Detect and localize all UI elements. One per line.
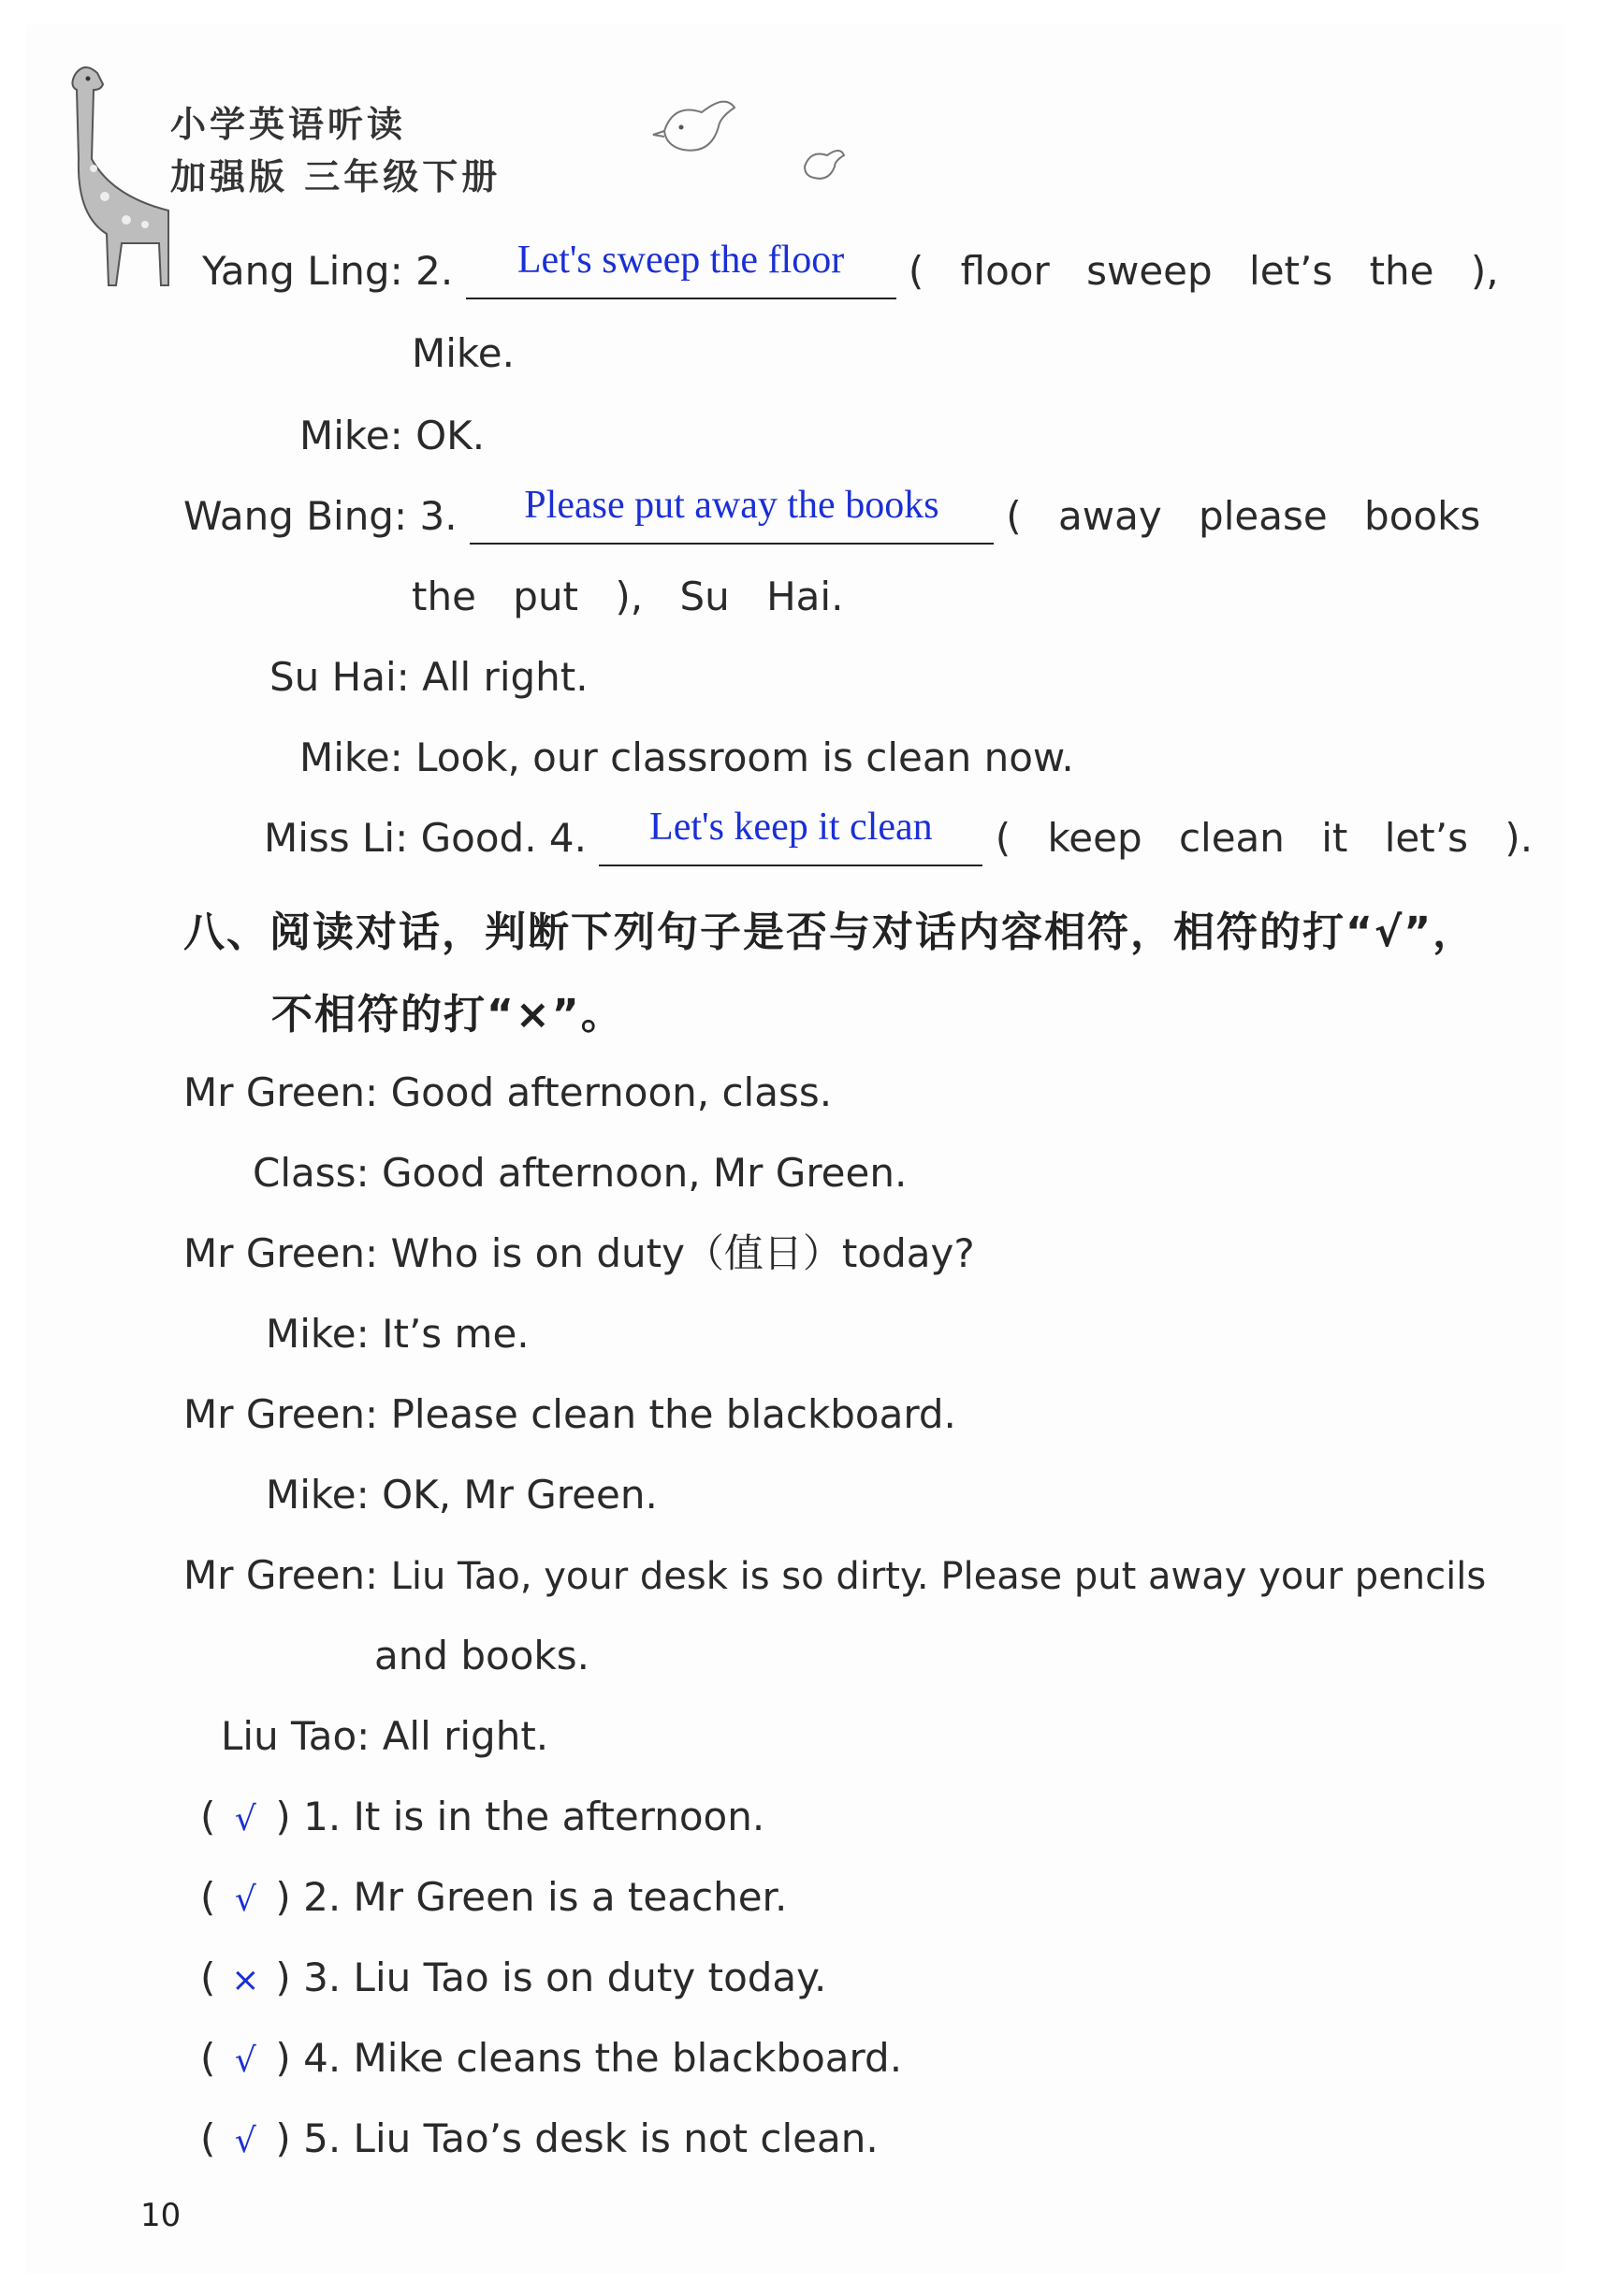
paren-open: ( (200, 1874, 216, 1920)
dialogue-text: Good afternoon, class. (390, 1069, 833, 1115)
dialogue-line (269, 651, 589, 704)
speaker-label: Mr Green: (183, 1069, 379, 1115)
dialogue-text: Good afternoon, Mr Green. (382, 1150, 908, 1196)
judgement-text: ) 3. Liu Tao is on duty today. (275, 1955, 827, 2000)
dialogue-text: Look, our classroom is clean now. (415, 734, 1074, 780)
bird-icon (646, 84, 749, 168)
answer-blank[interactable] (470, 484, 994, 545)
word-bank: ( away please books (1006, 493, 1481, 539)
judgement-text: ) 5. Liu Tao’s desk is not clean. (275, 2115, 879, 2161)
dialogue-text: Please clean the blackboard. (390, 1391, 956, 1437)
dialogue-text: All right. (422, 654, 589, 700)
dialogue-line (183, 1228, 975, 1280)
dialogue-text: and books. (374, 1633, 589, 1678)
dialogue-line (266, 1469, 658, 1521)
dialogue-line (202, 239, 1499, 299)
dialogue-text: Good. 4. (420, 815, 587, 861)
book-series-title: 小学英语听读 (170, 104, 407, 145)
speaker-label: Mike: (266, 1311, 370, 1357)
judgement-item (200, 1952, 826, 2007)
dialogue-text: Who is on duty（值日）today? (390, 1230, 975, 1276)
question-number: 3. (419, 493, 458, 539)
paren-open: ( (200, 1794, 216, 1839)
speaker-label: Mr Green: (183, 1230, 379, 1276)
dialogue-text: It’s me. (382, 1311, 530, 1357)
judgement-item (200, 2032, 902, 2087)
judgement-item (200, 2113, 879, 2168)
dialogue-line (253, 1147, 907, 1199)
dialogue-line (299, 410, 485, 462)
judgement-mark[interactable]: √ (234, 1800, 256, 1838)
speaker-label: Miss Li: (264, 815, 409, 861)
speaker-label: Mike: (299, 413, 403, 458)
speaker-label: Mr Green: (183, 1391, 379, 1437)
dialogue-line (183, 1067, 832, 1119)
answer-blank[interactable] (466, 239, 896, 299)
dialogue-text: Mike. (412, 330, 515, 376)
dialogue-text: All right. (382, 1713, 549, 1759)
dialogue-line (264, 806, 1534, 866)
section-heading-cont: 不相符的打“×”。 (271, 991, 624, 1039)
handwritten-answer: Please put away the books (524, 484, 939, 527)
answer-blank[interactable] (599, 806, 982, 866)
dialogue-text: Liu Tao, your desk is so dirty. Please put away your pencils (390, 1555, 1487, 1598)
speaker-label: Mike: (299, 734, 403, 780)
dialogue-line (183, 484, 1481, 545)
dialogue-text: OK, Mr Green. (382, 1472, 658, 1518)
dialogue-line (299, 732, 1074, 784)
judgement-mark[interactable]: √ (234, 2122, 256, 2160)
dialogue-line (183, 1388, 956, 1441)
paren-open: ( (200, 1955, 216, 2000)
dialogue-line (221, 1710, 548, 1763)
judgement-mark[interactable]: × (231, 1961, 260, 1999)
handwritten-answer: Let's sweep the floor (516, 239, 845, 282)
handwritten-answer: Let's keep it clean (649, 806, 933, 849)
judgement-text: ) 1. It is in the afternoon. (275, 1794, 765, 1839)
dialogue-line (266, 1308, 530, 1360)
dialogue-line (412, 571, 843, 623)
question-number: 2. (415, 248, 454, 294)
dialogue-line (183, 1549, 1486, 1603)
judgement-mark[interactable]: √ (234, 2042, 256, 2080)
dialogue-line (412, 327, 515, 380)
giraffe-icon (56, 56, 178, 290)
word-bank: ( keep clean it let’s ). (995, 815, 1534, 861)
judgement-item (200, 1791, 764, 1846)
judgement-mark[interactable]: √ (234, 1881, 256, 1919)
speaker-label: Liu Tao: (221, 1713, 371, 1759)
speaker-label: Su Hai: (269, 654, 410, 700)
judgement-item (200, 1871, 787, 1926)
speaker-label: Yang Ling: (202, 248, 403, 294)
speaker-label: Class: (253, 1150, 370, 1196)
speaker-label: Wang Bing: (183, 493, 408, 539)
paren-open: ( (200, 2035, 216, 2081)
speaker-label: Mr Green: (183, 1552, 379, 1598)
dialogue-line (374, 1630, 589, 1682)
page-number: 10 (140, 2197, 182, 2234)
word-bank: ( floor sweep let’s the ), (908, 248, 1499, 294)
section-heading: 八、阅读对话，判断下列句子是否与对话内容相符，相符的打“√”， (183, 908, 1476, 956)
judgement-text: ) 2. Mr Green is a teacher. (275, 1874, 788, 1920)
dialogue-text: OK. (415, 413, 486, 458)
word-bank: the put ), Su Hai. (412, 574, 844, 619)
bird-icon (795, 140, 851, 187)
judgement-text: ) 4. Mike cleans the blackboard. (275, 2035, 903, 2081)
paren-open: ( (200, 2115, 216, 2161)
book-edition-title: 加强版 三年级下册 (170, 156, 502, 197)
speaker-label: Mike: (266, 1472, 370, 1518)
